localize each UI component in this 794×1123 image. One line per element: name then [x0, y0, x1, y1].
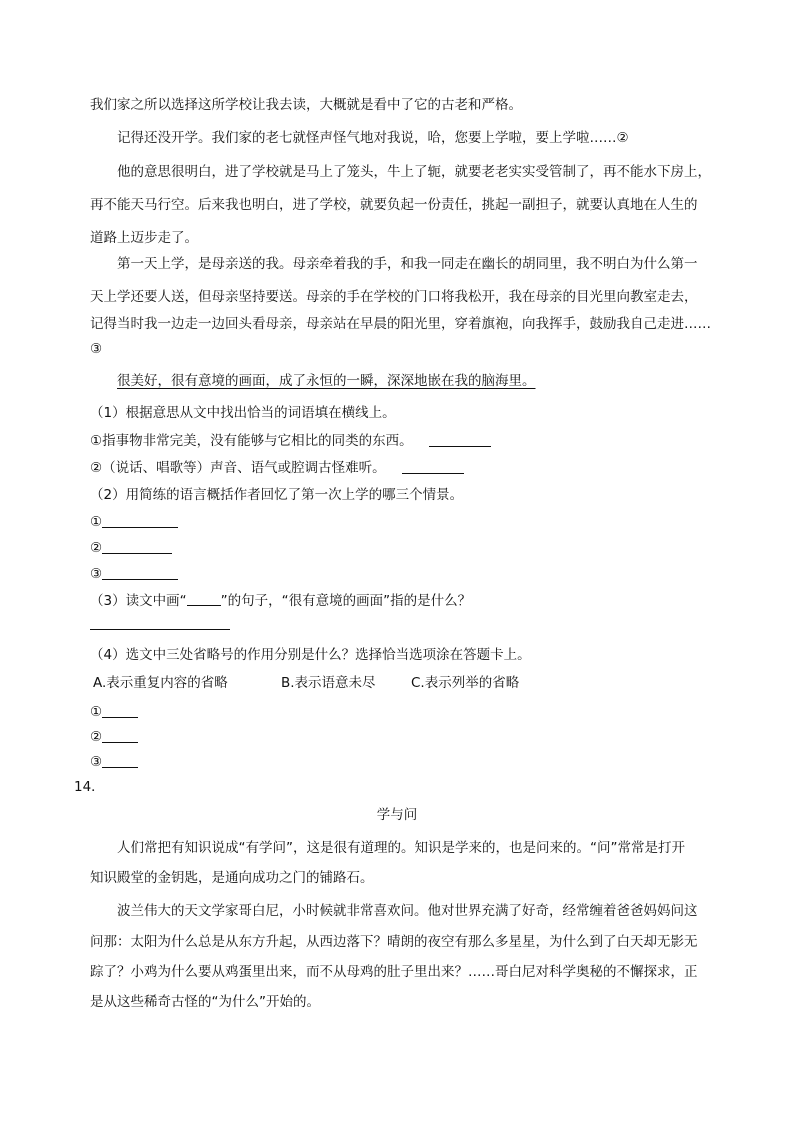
underline-mark — [187, 591, 221, 606]
option-c: C.表示列举的省略 — [411, 675, 520, 691]
passage-line: 第一天上学，是母亲送的我。母亲牵着我的手，和我一同走在幽长的胡同里，我不明白为什么第一 — [117, 256, 698, 272]
item-number: ② — [90, 729, 103, 745]
question-1-item — [90, 431, 491, 451]
item-number: ① — [90, 514, 103, 530]
question-3-stem-b: ”的句子，“很有意境的画面”指的是什么？ — [220, 593, 472, 609]
answer-blank[interactable] — [90, 615, 230, 630]
passage-paragraph: 我们家之所以选择这所学校让我去读，大概就是看中了它的古老和严格。 — [90, 97, 522, 113]
question-3-stem-a: （3）读文中画“ — [90, 593, 187, 609]
item-number: ② — [90, 540, 103, 556]
question-3-stem — [90, 591, 471, 611]
question-3-answer — [90, 614, 230, 634]
question-4-item — [90, 727, 138, 747]
answer-blank[interactable] — [102, 703, 138, 718]
item-number: ① — [90, 704, 103, 720]
passage-line: 他的意思很明白，进了学校就是马上了笼头，牛上了轭，就要老老实实受管制了，再不能水下房上， — [117, 164, 711, 180]
question-1-item — [90, 458, 464, 478]
passage-line: ③ — [90, 341, 103, 357]
option-a: A.表示重复内容的省略 — [93, 675, 228, 691]
underlined-sentence: 很美好，很有意境的画面，成了永恒的一瞬，深深地嵌在我的脑海里。 — [117, 373, 536, 389]
question-4-stem: （4）选文中三处省略号的作用分别是什么？选择恰当选项涂在答题卡上。 — [90, 647, 531, 663]
passage-line: 人们常把有知识说成“有学问”，这是很有道理的。知识是学来的，也是问来的。“问”常常是打开 — [117, 840, 685, 856]
answer-blank[interactable] — [102, 539, 172, 554]
item-number: ③ — [90, 754, 103, 770]
passage-line: 记得当时我一边走一边回头看母亲，母亲站在早晨的阳光里，穿着旗袍，向我挥手，鼓励我自己走进…… — [90, 316, 711, 332]
question-4-options — [93, 673, 519, 693]
passage-line: 道路上迈步走了。 — [90, 230, 198, 246]
question-4-item — [90, 702, 138, 722]
passage-line: 再不能天马行空。后来我也明白，进了学校，就要负起一份责任，挑起一副担子，就要认真地在人生的 — [90, 197, 698, 213]
passage-line: 问那：太阳为什么总是从东方升起，从西边落下？晴朗的夜空有那么多星星，为什么到了白天却无影无 — [90, 934, 698, 950]
question-number: 14． — [74, 779, 105, 795]
option-b: B.表示语意未尽 — [281, 675, 376, 691]
passage-line: 踪了？小鸡为什么要从鸡蛋里出来，而不从母鸡的肚子里出来？……哥白尼对科学奥秘的不懈探求，正 — [90, 964, 698, 980]
answer-blank[interactable] — [402, 459, 464, 474]
question-2-item — [90, 564, 178, 584]
answer-blank[interactable] — [102, 753, 138, 768]
question-1-stem: （1）根据意思从文中找出恰当的词语填在横线上。 — [90, 405, 396, 421]
answer-blank[interactable] — [429, 432, 491, 447]
item-number: ③ — [90, 566, 103, 582]
passage-paragraph: 记得还没开学。我们家的老七就怪声怪气地对我说，哈，您要上学啦，要上学啦……② — [117, 130, 629, 146]
question-4-item — [90, 752, 138, 772]
passage-title: 学与问 — [376, 807, 418, 823]
question-2-item — [90, 538, 172, 558]
passage-line: 知识殿堂的金钥匙，是通向成功之门的铺路石。 — [90, 870, 374, 886]
question-1a-text: ①指事物非常完美，没有能够与它相比的同类的东西。 — [90, 433, 413, 449]
answer-blank[interactable] — [102, 565, 178, 580]
answer-blank[interactable] — [102, 513, 178, 528]
question-1b-text: ②（说话、唱歌等）声音、语气或腔调古怪难听。 — [90, 460, 386, 476]
question-2-item — [90, 512, 178, 532]
passage-line: 波兰伟大的天文学家哥白尼，小时候就非常喜欢问。他对世界充满了好奇，经常缠着爸爸妈妈问这 — [117, 903, 698, 919]
passage-line: 天上学还要人送，但母亲坚持要送。母亲的手在学校的门口将我松开，我在母亲的目光里向教室走去， — [90, 289, 698, 305]
passage-line: 是从这些稀奇古怪的“为什么”开始的。 — [90, 994, 320, 1010]
question-2-stem: （2）用简练的语言概括作者回忆了第一次上学的哪三个情景。 — [90, 487, 464, 503]
answer-blank[interactable] — [102, 728, 138, 743]
